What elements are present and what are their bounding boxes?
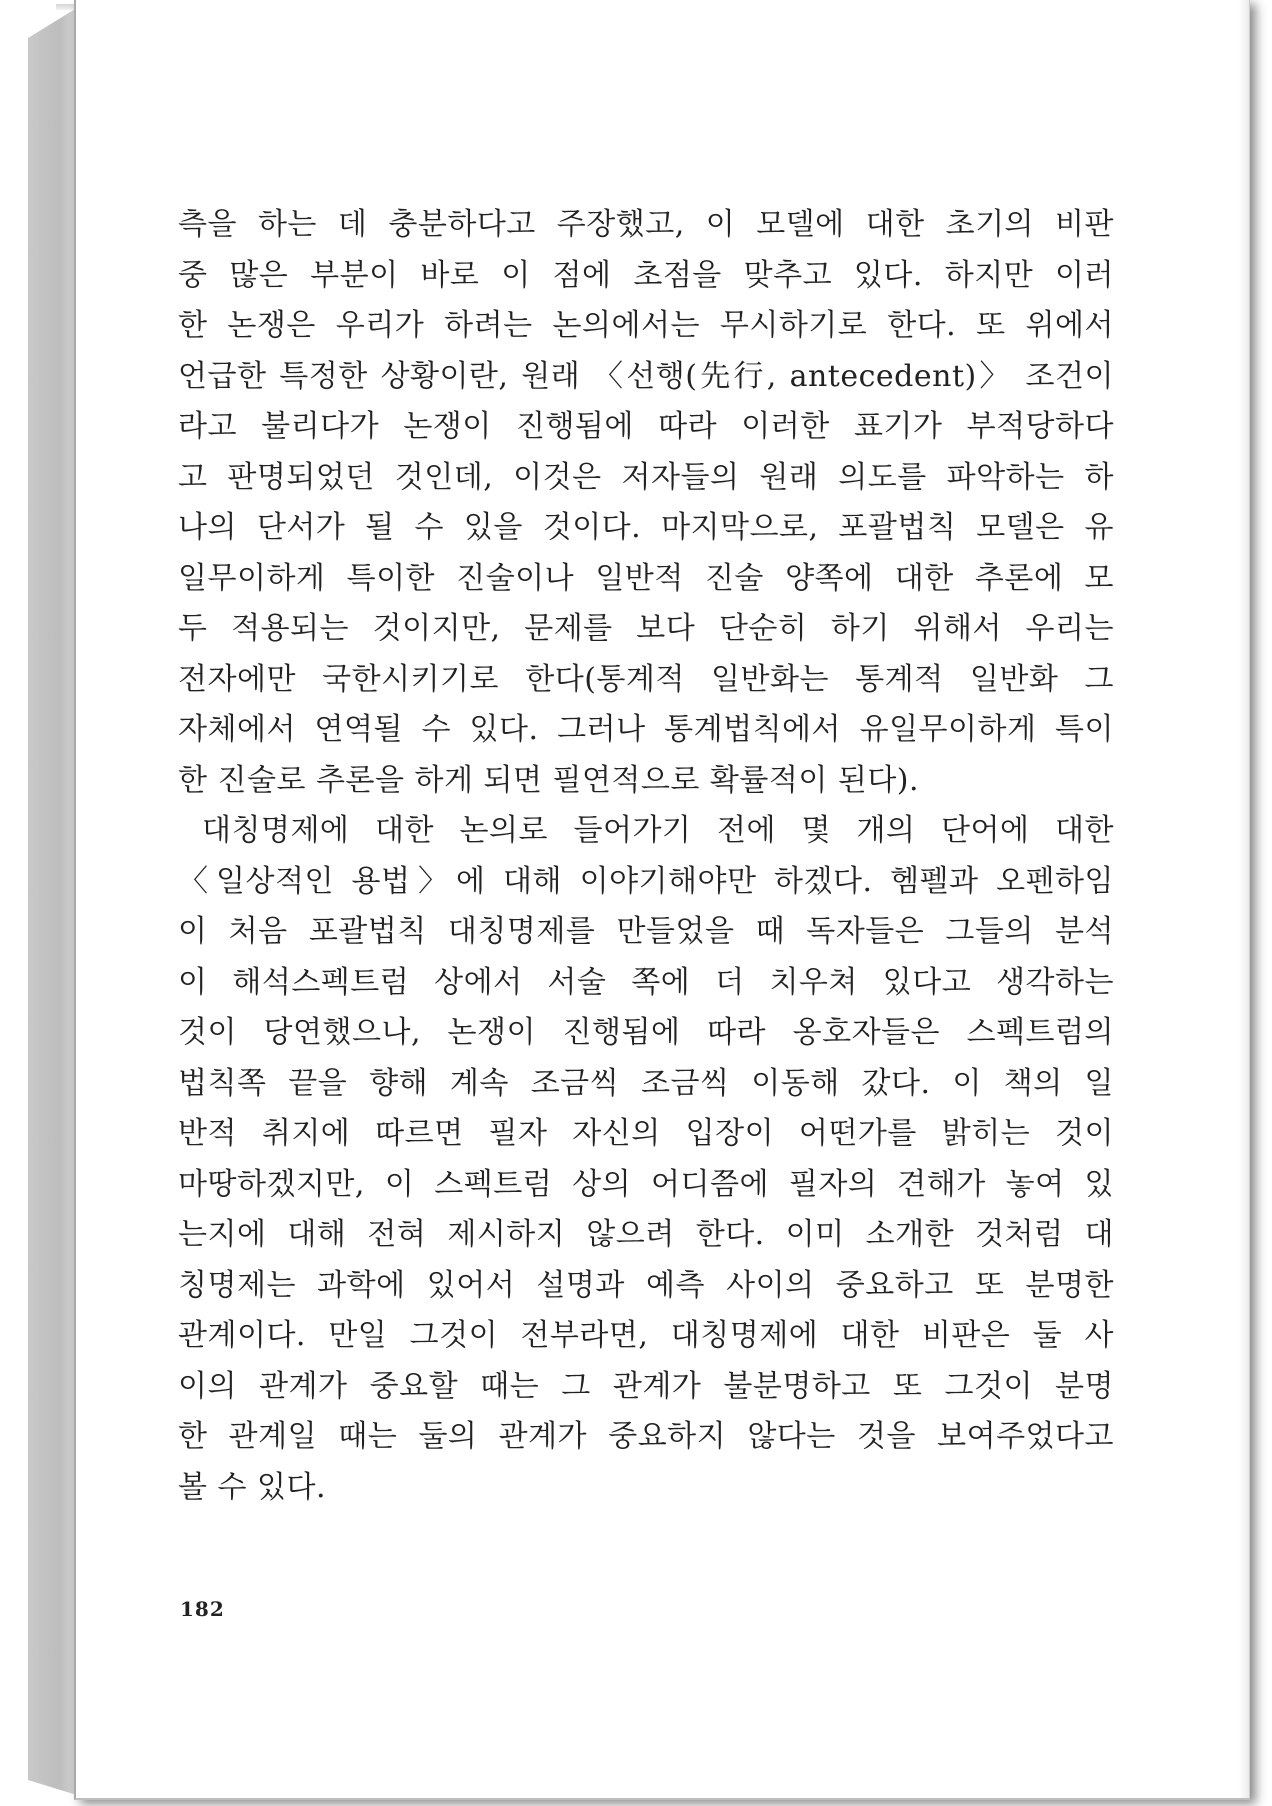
text-line: 법칙쪽 끝을 향해 계속 조금씩 조금씩 이동해 갔다. 이 책의 일 xyxy=(178,1065,1114,1101)
text-line: 이 처음 포괄법칙 대칭명제를 만들었을 때 독자들은 그들의 분석 xyxy=(178,914,1114,949)
text-line: 일무이하게 특이한 진술이나 일반적 진술 양쪽에 대한 추론에 모 xyxy=(178,560,1114,596)
text-line: 언급한 특정한 상황이란, 원래 〈선행(先行, antecedent)〉 조건이 xyxy=(178,358,1114,394)
text-line: 마땅하겠지만, 이 스펙트럼 상의 어디쯤에 필자의 견해가 놓여 있 xyxy=(178,1166,1114,1202)
text-line: 이 해석스펙트럼 상에서 서술 쪽에 더 치우쳐 있다고 생각하는 xyxy=(178,964,1114,1000)
text-line: 것이 당연했으나, 논쟁이 진행됨에 따라 옹호자들은 스펙트럼의 xyxy=(178,1015,1114,1050)
text-line: 한 관계일 때는 둘의 관계가 중요하지 않다는 것을 보여주었다고 xyxy=(178,1419,1114,1454)
text-line: 한 논쟁은 우리가 하려는 논의에서는 무시하기로 한다. 또 위에서 xyxy=(178,308,1114,343)
book-spine xyxy=(28,6,80,1796)
text-line: 관계이다. 만일 그것이 전부라면, 대칭명제에 대한 비판은 둘 사 xyxy=(178,1318,1114,1353)
text-line: 전자에만 국한시키기로 한다(통계적 일반화는 통계적 일반화 그 xyxy=(178,661,1114,697)
page-number: 182 xyxy=(180,1597,225,1621)
text-line: 고 판명되었던 것인데, 이것은 저자들의 원래 의도를 파악하는 하 xyxy=(178,459,1114,495)
body-text xyxy=(178,200,1114,1513)
text-line: 반적 취지에 따르면 필자 자신의 입장이 어떤가를 밝히는 것이 xyxy=(178,1116,1114,1151)
text-line: 〈일상적인 용법〉에 대해 이야기해야만 하겠다. 헴펠과 오펜하임 xyxy=(178,863,1114,899)
text-line: 한 진술로 추론을 하게 되면 필연적으로 확률적이 된다). xyxy=(178,762,920,798)
text-line: 는지에 대해 전혀 제시하지 않으려 한다. 이미 소개한 것처럼 대 xyxy=(178,1217,1114,1252)
text-line: 나의 단서가 될 수 있을 것이다. 마지막으로, 포괄법칙 모델은 유 xyxy=(178,510,1114,545)
text-line: 중 많은 부분이 바로 이 점에 초점을 맞추고 있다. 하지만 이러 xyxy=(178,257,1114,293)
text-line: 두 적용되는 것이지만, 문제를 보다 단순히 하기 위해서 우리는 xyxy=(178,611,1114,646)
text-line: 측을 하는 데 충분하다고 주장했고, 이 모델에 대한 초기의 비판 xyxy=(178,207,1114,242)
text-line: 볼 수 있다. xyxy=(178,1469,327,1505)
text-line: 이의 관계가 중요할 때는 그 관계가 불분명하고 또 그것이 분명 xyxy=(178,1368,1114,1404)
text-line: 라고 불리다가 논쟁이 진행됨에 따라 이러한 표기가 부적당하다 xyxy=(178,409,1114,444)
paragraph-first-line: 대칭명제에 대한 논의로 들어가기 전에 몇 개의 단어에 대한 xyxy=(202,813,1114,848)
text-line: 칭명제는 과학에 있어서 설명과 예측 사이의 중요하고 또 분명한 xyxy=(178,1267,1114,1303)
page-edge-shadow xyxy=(1239,0,1249,1798)
text-line: 자체에서 연역될 수 있다. 그러나 통계법칙에서 유일무이하게 특이 xyxy=(178,712,1114,747)
